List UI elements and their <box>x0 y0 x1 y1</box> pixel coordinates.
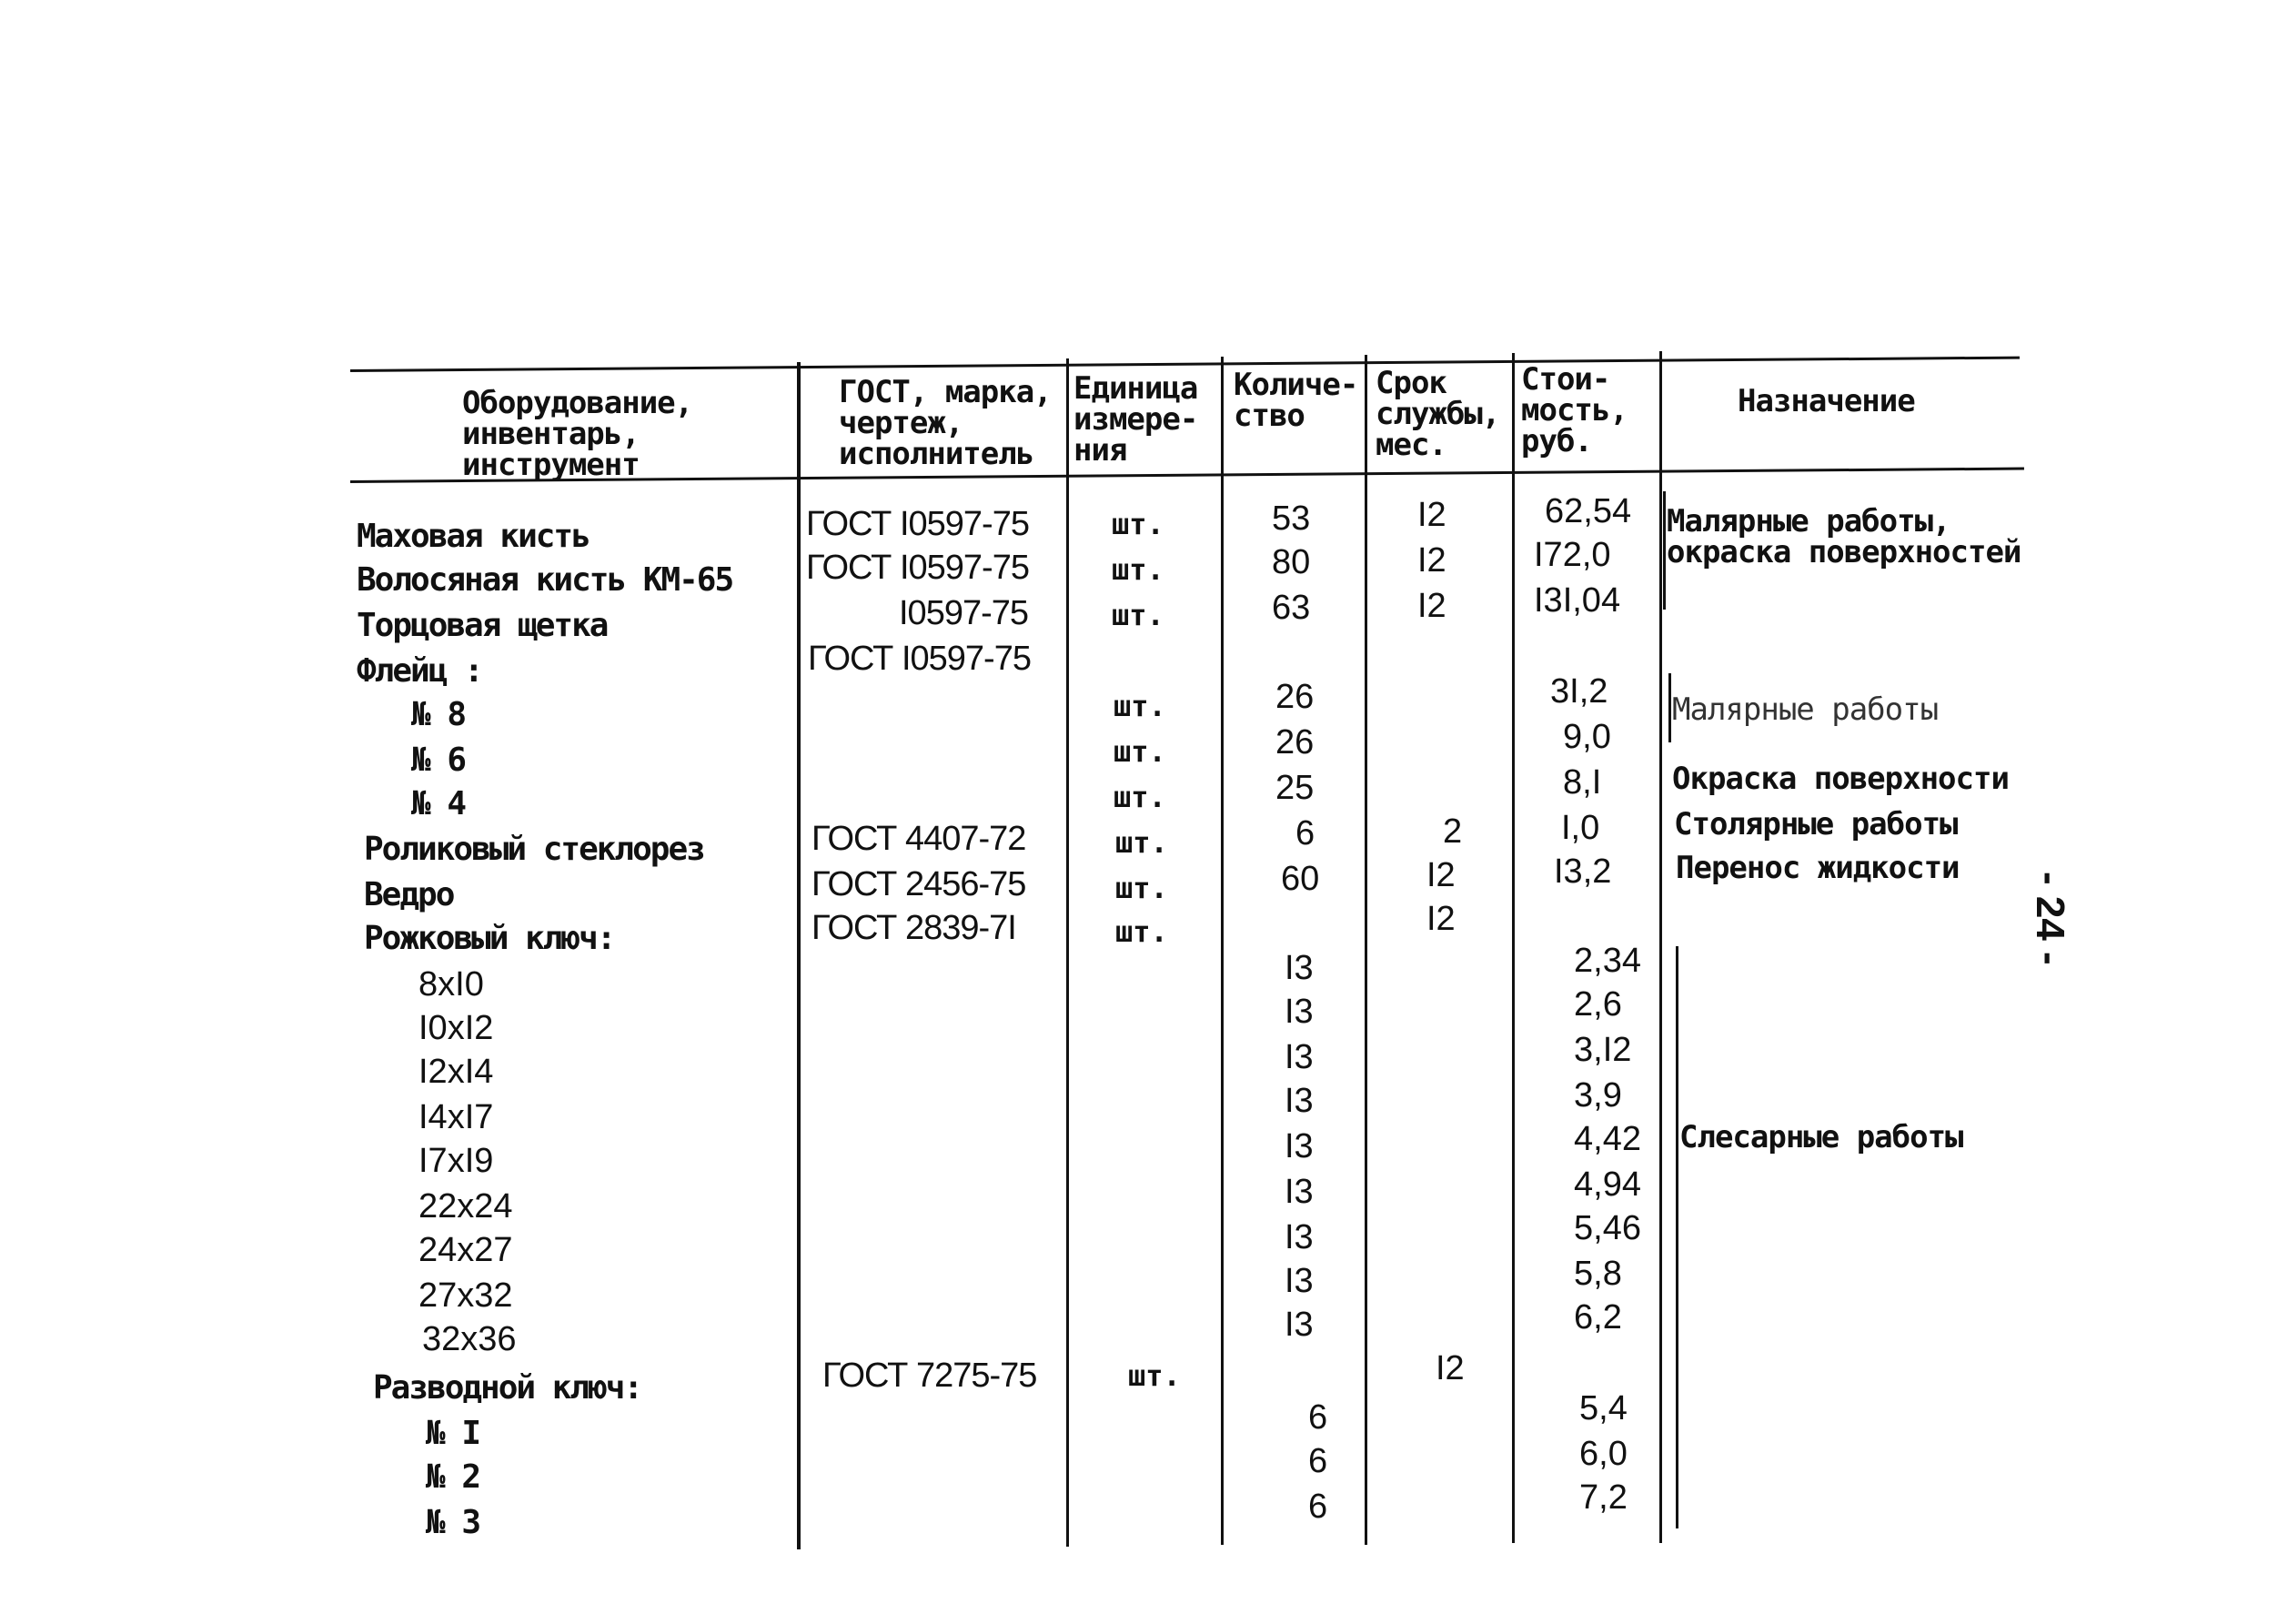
row-life: 2 <box>1443 812 1463 851</box>
row-life: I2 <box>1426 900 1456 938</box>
purpose-bracket-metalwork <box>1676 946 1678 1528</box>
purpose-surface-painting: Окраска поверхности <box>1672 761 2009 797</box>
purpose-painting: Малярные работы <box>1672 691 1939 728</box>
row-cost: I72,0 <box>1534 536 1611 574</box>
row-qty: I3 <box>1285 1038 1314 1076</box>
column-divider-5 <box>1512 353 1515 1543</box>
row-name: 8xI0 <box>418 965 484 1004</box>
row-cost: 9,0 <box>1563 718 1611 756</box>
column-divider-1 <box>797 362 801 1549</box>
row-qty: 26 <box>1275 678 1315 716</box>
row-qty: I3 <box>1285 949 1314 987</box>
row-name: I0xI2 <box>418 1009 494 1047</box>
row-cost: 4,94 <box>1574 1165 1641 1204</box>
row-qty: 6 <box>1295 814 1315 852</box>
column-divider-2 <box>1066 358 1069 1547</box>
row-name: Волосяная кисть КМ-65 <box>357 561 733 599</box>
row-name: № I <box>426 1415 480 1452</box>
row-cost: 3,I2 <box>1574 1031 1632 1069</box>
row-qty: I3 <box>1285 1218 1314 1256</box>
row-life: I2 <box>1417 541 1446 580</box>
row-name: № 2 <box>426 1458 480 1496</box>
row-name: № 3 <box>426 1504 480 1541</box>
row-qty: 63 <box>1272 589 1311 627</box>
row-cost: 3,9 <box>1574 1076 1622 1115</box>
row-name: I4xI7 <box>418 1098 494 1136</box>
purpose-painting-surface: Малярные работы, окраска поверхностей <box>1667 503 2021 570</box>
row-qty: 53 <box>1272 499 1311 538</box>
row-name: № 8 <box>411 696 466 733</box>
row-name: Торцовая щетка <box>357 607 608 644</box>
header-service-life: Срок службы, мес. <box>1376 365 1500 463</box>
row-cost: 3I,2 <box>1550 672 1608 711</box>
row-cost: 5,8 <box>1574 1255 1622 1293</box>
row-cost: 2,34 <box>1574 942 1641 980</box>
page-number: - 24 - <box>2028 872 2072 965</box>
row-cost: 4,42 <box>1574 1120 1641 1158</box>
row-gost: ГОСТ 2456-75 <box>811 865 1026 903</box>
header-quantity: Количе- ство <box>1234 367 1358 434</box>
row-gost: ГОСТ I0597-75 <box>806 549 1029 587</box>
header-purpose: Назначение <box>1738 383 1915 419</box>
row-unit: шт. <box>1128 1358 1181 1393</box>
row-qty: I3 <box>1285 1082 1314 1120</box>
row-name: Ведро <box>364 876 454 913</box>
row-unit: шт. <box>1114 689 1166 723</box>
row-unit: шт. <box>1112 507 1164 541</box>
header-gost: ГОСТ, марка, чертеж, исполнитель <box>839 374 1052 472</box>
row-gost: ГОСТ 4407-72 <box>811 820 1026 858</box>
row-unit: шт. <box>1115 825 1168 860</box>
row-cost: I3,2 <box>1554 852 1612 891</box>
row-unit: шт. <box>1114 780 1166 814</box>
header-cost: Стои- мость, руб. <box>1521 361 1628 459</box>
row-life: I2 <box>1426 856 1456 894</box>
row-gost: ГОСТ 7275-75 <box>822 1357 1037 1395</box>
row-qty: I3 <box>1285 1173 1314 1211</box>
row-name: Маховая кисть <box>357 518 590 555</box>
row-life: I2 <box>1417 496 1446 534</box>
purpose-bracket-painting <box>1668 673 1671 742</box>
row-cost: 6,2 <box>1574 1298 1622 1337</box>
row-life: I2 <box>1417 587 1446 625</box>
row-name: 27x32 <box>418 1276 513 1315</box>
row-life: I2 <box>1436 1349 1465 1387</box>
row-qty: I3 <box>1285 993 1314 1031</box>
row-unit: шт. <box>1112 598 1164 632</box>
row-gost: ГОСТ I0597-75 <box>806 505 1029 543</box>
row-unit: шт. <box>1115 871 1168 905</box>
row-qty: I3 <box>1285 1262 1314 1300</box>
row-qty: I3 <box>1285 1306 1314 1344</box>
row-qty: 6 <box>1308 1442 1328 1480</box>
row-unit: шт. <box>1115 914 1168 949</box>
row-cost: I,0 <box>1561 809 1600 847</box>
row-cost: 8,I <box>1563 763 1602 802</box>
row-qty: 25 <box>1275 769 1315 807</box>
row-name: Разводной ключ: <box>373 1369 642 1407</box>
column-divider-6 <box>1659 351 1662 1543</box>
row-qty: 6 <box>1308 1398 1328 1437</box>
purpose-liquid-transfer: Перенос жидкости <box>1676 850 1960 886</box>
row-gost: ГОСТ 2839-7I <box>811 909 1016 947</box>
column-divider-4 <box>1365 355 1367 1545</box>
row-cost: 5,46 <box>1574 1209 1641 1247</box>
column-divider-3 <box>1221 357 1224 1545</box>
row-cost: I3I,04 <box>1534 581 1621 620</box>
purpose-metalwork: Слесарные работы <box>1679 1119 1963 1155</box>
row-name: I2xI4 <box>418 1053 494 1091</box>
row-unit: шт. <box>1112 552 1164 587</box>
row-unit: шт. <box>1114 734 1166 769</box>
row-name: I7xI9 <box>418 1142 494 1180</box>
row-name: Роликовый стеклорез <box>364 831 704 868</box>
row-cost: 5,4 <box>1579 1389 1628 1427</box>
row-name: № 4 <box>411 785 466 822</box>
row-name: 22x24 <box>418 1187 513 1226</box>
row-name: № 6 <box>411 741 466 779</box>
row-cost: 7,2 <box>1579 1478 1628 1517</box>
row-qty: 6 <box>1308 1488 1328 1526</box>
row-cost: 2,6 <box>1574 985 1622 1024</box>
row-qty: 80 <box>1272 543 1311 581</box>
row-name: 24x27 <box>418 1231 513 1269</box>
row-cost: 6,0 <box>1579 1435 1628 1473</box>
row-gost: ГОСТ I0597-75 <box>808 640 1031 678</box>
purpose-carpentry: Столярные работы <box>1674 806 1958 842</box>
row-qty: 60 <box>1281 860 1320 898</box>
row-name: Рожковый ключ: <box>364 920 615 957</box>
row-cost: 62,54 <box>1545 492 1632 530</box>
row-qty: I3 <box>1285 1127 1314 1165</box>
purpose-bracket-painting-surface <box>1663 491 1666 610</box>
header-unit: Единица измере- ния <box>1073 370 1198 469</box>
header-equipment: Оборудование, инвентарь, инструмент <box>462 385 693 483</box>
row-name: 32x36 <box>422 1320 517 1358</box>
row-gost: I0597-75 <box>899 594 1029 632</box>
row-name: Флейц : <box>357 652 482 690</box>
row-qty: 26 <box>1275 723 1315 762</box>
